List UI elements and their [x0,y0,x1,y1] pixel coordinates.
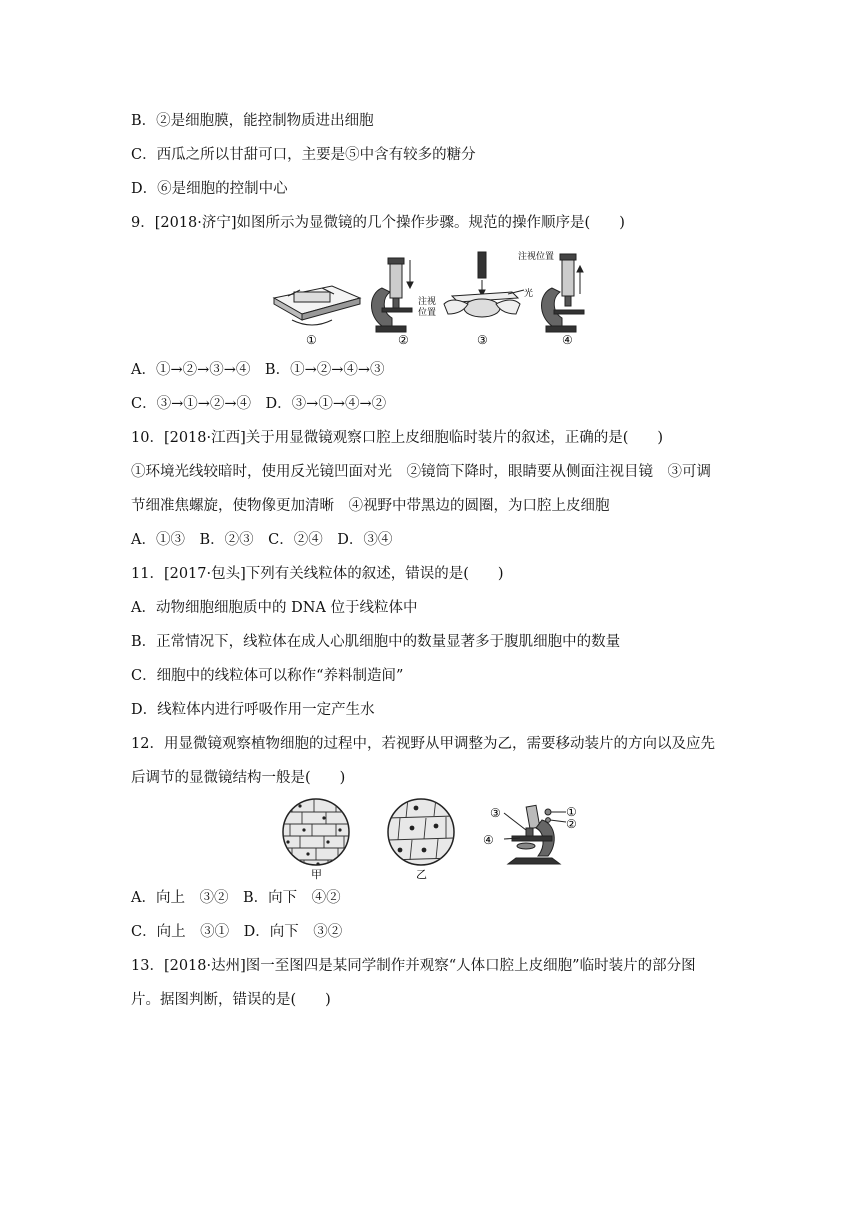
q8-option-d: D．⑥是细胞的控制中心 [131,181,288,197]
q12-options-ab: A．向上 ③② B．向下 ④② [131,890,341,906]
microscope-label-2: ② [566,817,577,831]
microscope-label-1: ① [566,805,577,819]
q9-options-cd: C．③→①→②→④ D．③→①→④→② [131,396,387,412]
q10-stem: 10．[2018·江西]关于用显微镜观察口腔上皮细胞临时装片的叙述，正确的是( ) [131,430,664,446]
q10-options: A．①③ B．②③ C．②④ D．③④ [131,532,393,548]
q9-options-ab: A．①→②→③→④ B．①→②→④→③ [131,362,385,378]
step4-microscope-illustration [542,254,585,332]
fig9-caption-3: ③ [477,333,488,347]
field-of-view-jia [280,798,352,870]
microscope-label-4: ④ [483,833,494,847]
step1-slide-illustration [274,286,360,325]
q11-option-c: C．细胞中的线粒体可以称作“养料制造间” [131,668,404,684]
q9-stem: 9．[2018·济宁]如图所示为显微镜的几个操作步骤。规范的操作顺序是( ) [131,215,625,231]
q8-option-b: B．②是细胞膜，能控制物质进出细胞 [131,113,374,129]
q13-stem-2: 片。据图判断，错误的是( ) [131,992,331,1008]
fig9-caption-2: ② [398,333,409,347]
q12-options-cd: C．向上 ③① D．向下 ③② [131,924,343,940]
fig9-caption-1: ① [306,333,317,347]
field-of-view-yi [388,798,454,865]
q8-option-c: C．西瓜之所以甘甜可口，主要是⑤中含有较多的糖分 [131,147,476,163]
step2-gaze-note-1: 注视 [418,297,437,307]
field-caption-yi: 乙 [416,868,427,881]
q10-statements-1: ①环境光线较暗时，使用反光镜凹面对光 ②镜筒下降时，眼睛要从侧面注视目镜 ③可调 [131,464,711,480]
step2-gaze-note-2: 位置 [418,308,437,318]
q12-stem-1: 12．用显微镜观察植物细胞的过程中，若视野从甲调整为乙，需要移动装片的方向以及应先 [131,736,715,752]
step3-light-note: 光 [524,289,534,299]
microscope-label-3: ③ [490,806,501,820]
step2-microscope-illustration [372,258,414,332]
field-caption-jia: 甲 [311,868,322,881]
q11-option-a: A．动物细胞细胞质中的 DNA 位于线粒体中 [131,600,418,616]
step3-hands-illustration [444,252,524,317]
q10-statements-2: 节细准焦螺旋，使物像更加清晰 ④视野中带黑边的圆圈，为口腔上皮细胞 [131,498,610,514]
q11-option-d: D．线粒体内进行呼吸作用一定产生水 [131,702,375,718]
q13-stem-1: 13．[2018·达州]图一至图四是某同学制作并观察“人体口腔上皮细胞”临时装片的部分图 [131,958,696,974]
fig9-caption-4: ④ [562,333,573,347]
q12-stem-2: 后调节的显微镜结构一般是( ) [131,770,346,786]
q11-option-b: B．正常情况下，线粒体在成人心肌细胞中的数量显著多于腹肌细胞中的数量 [131,634,621,650]
q12-microscope-illustration [504,805,566,864]
q12-figure [280,798,580,882]
q9-figure [272,248,592,348]
q11-stem: 11．[2017·包头]下列有关线粒体的叙述，错误的是( ) [131,566,504,582]
step4-gaze-note: 注视位置 [518,252,555,262]
